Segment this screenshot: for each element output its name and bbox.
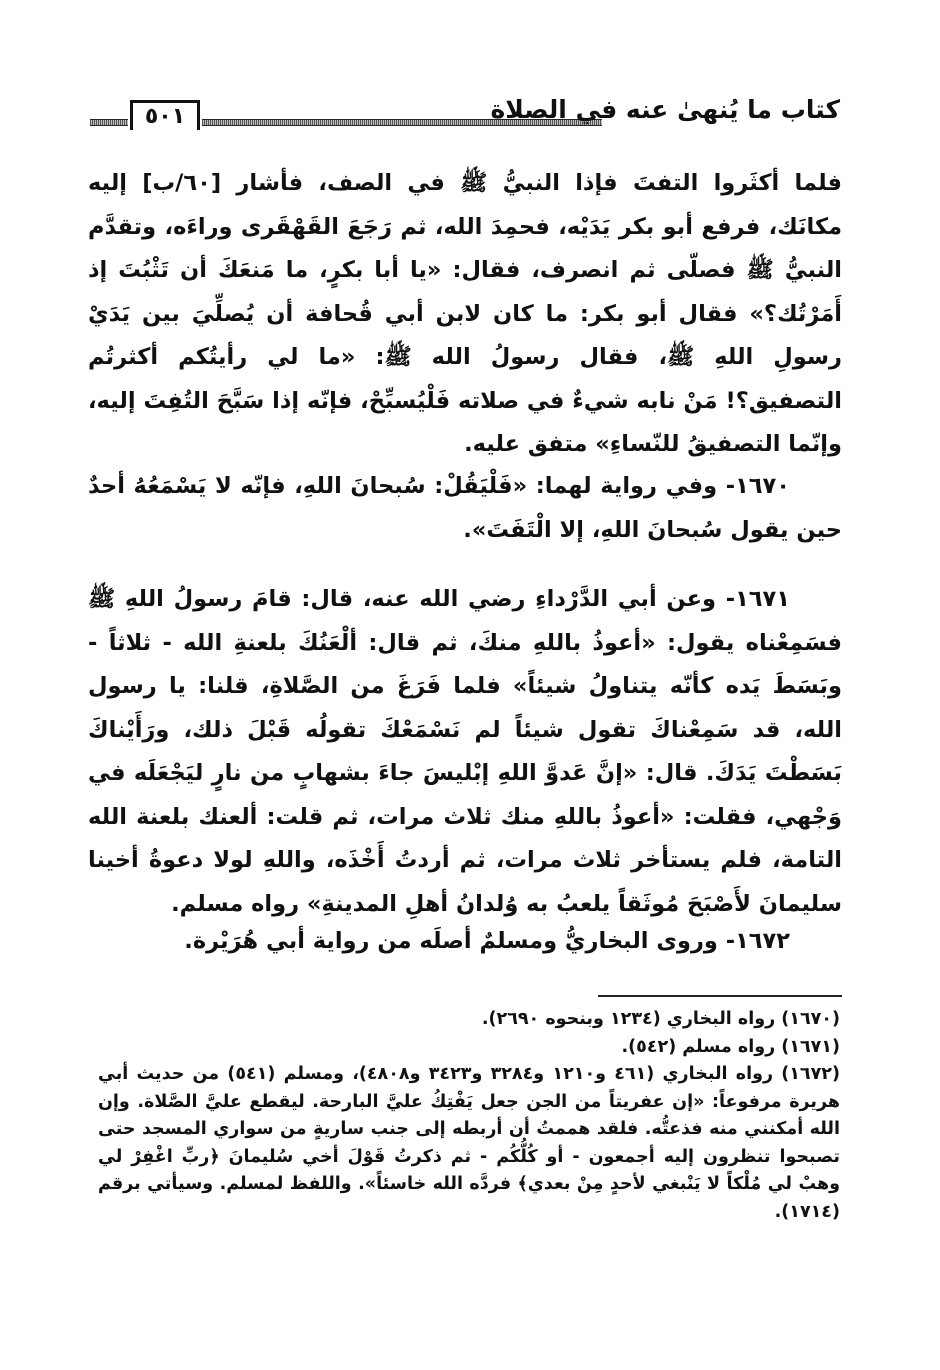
- hadith-1671: ١٦٧١- وعن أبي الدَّرْداءِ رضي الله عنه، قال: قامَ رسولُ اللهِ ﷺ فسَمِعْناه يقول: «أعوذُ باللهِ منكَ، ثم قال: ألْعَنُكَ بلعنةِ الله - ثلاثاً - وبَسَطَ يَده كأنّه يتناولُ شيئاً» فلما فَرَغَ من الصَّلاةِ، قلنا: يا رسول الله، قد سَمِعْناكَ تقول شيئاً لم نَسْمَعْكَ تقولُه قَبْلَ ذلك، ورَأَيْناكَ بَسَطْتَ يَدَكَ. قال: «إنَّ عَدوَّ اللهِ إبْليسَ جاءَ بشهابٍ من نارٍ ليَجْعَلَه في وَجْهي، فقلت: «أعوذُ باللهِ منك ثلاث مرات، ثم قلت: ألعنك بلعنة الله التامة، فلم يستأخر ثلاث مرات، ثم أردتُ أَخْذَه، واللهِ لولا دعوةُ أخينا سليمانَ لأَصْبَحَ مُوثَقاً يلعبُ به وُلدانُ أهلِ المدينةِ» رواه مسلم.: [88, 586, 842, 917]
- hadith-1670: ١٦٧٠- وفي رواية لهما: «فَلْيَقُلْ: سُبحانَ اللهِ، فإنّه لا يَسْمَعُهُ أحدٌ حين يقول سُبحانَ اللهِ، إلا الْتَفَتَ».: [88, 473, 842, 543]
- header-rule-left: [90, 119, 128, 126]
- body-paragraph-1672: [88, 920, 842, 964]
- footnote-1670: (١٦٧٠) رواه البخاري (١٢٣٤ وبنحوه ٢٦٩٠).: [481, 1009, 840, 1029]
- chapter-title: كتاب ما يُنهىٰ عنه في الصلاة: [490, 95, 840, 124]
- body-paragraph-1671: [88, 578, 842, 926]
- page-number: ٥٠١: [130, 100, 200, 130]
- hadith-1672: ١٦٧٢- وروى البخاريُّ ومسلمٌ أصلَه من رواية أبي هُرَيْرة.: [184, 928, 790, 954]
- footnote-1671: (١٦٧١) رواه مسلم (٥٤٢).: [621, 1036, 840, 1057]
- body-paragraph-1670: [88, 465, 842, 552]
- footnote-separator: [598, 995, 842, 997]
- body-paragraph-1: [88, 162, 842, 467]
- page-header: [90, 92, 840, 134]
- hadith-text: فلما أكثَروا التفتَ فإذا النبيُّ ﷺ في الصف، فأشار [٦٠/ب] إليه مكانَك، فرفع أبو بكر يَدَيْه، فحمِدَ الله، ثم رَجَعَ القَهْقَرى وراءَه، وتقدَّم النبيُّ ﷺ فصلّى ثم انصرف، فقال: «يا أبا بكرٍ، ما مَنعَكَ أن تَثْبُتَ إذ أَمَرْتُك؟» فقال أبو بكر: ما كان لابن أبي قُحافة أن يُصلِّيَ بين يَدَيْ رسولِ اللهِ ﷺ، فقال رسولُ الله ﷺ: «ما لي رأيتُكم أكثرتُم التصفيق؟! مَنْ نابه شيءٌ في صلاته فَلْيُسبِّحْ، فإنّه إذا سَبَّحَ التُفِتَ إليه، وإنّما التصفيقُ للنّساءِ» متفق عليه.: [88, 170, 842, 457]
- footnote-1672: (١٦٧٢) رواه البخاري (٤٦١ و١٢١٠ و٣٢٨٤ و٣٤٢٣ و٤٨٠٨)، ومسلم (٥٤١) من حديث أبي هريرة مرفوعاً: «إن عفريتاً من الجن جعل يَفْتِكُ عليَّ البارحة. ليقطع عليَّ الصَّلاة. وإن الله أمكنني منه فذعتُّه. فلقد هممتُ أن أربطه إلى جنب ساريةٍ من سواري المسجد حتى تصبحوا تنظرون إليه أجمعون - أو كُلُّكُم - ثم ذكرتُ قَوْلَ أخي سُليمانَ ﴿ربِّ اغْفِرْ لي وهبْ لي مُلْكاً لا يَنْبغي لأحدٍ مِنْ بعدي﴾ فردَّه الله خاسئاً». واللفظ لمسلم. وسيأتي برقم (١٧١٤).: [98, 1064, 840, 1222]
- footnotes: [98, 1006, 840, 1226]
